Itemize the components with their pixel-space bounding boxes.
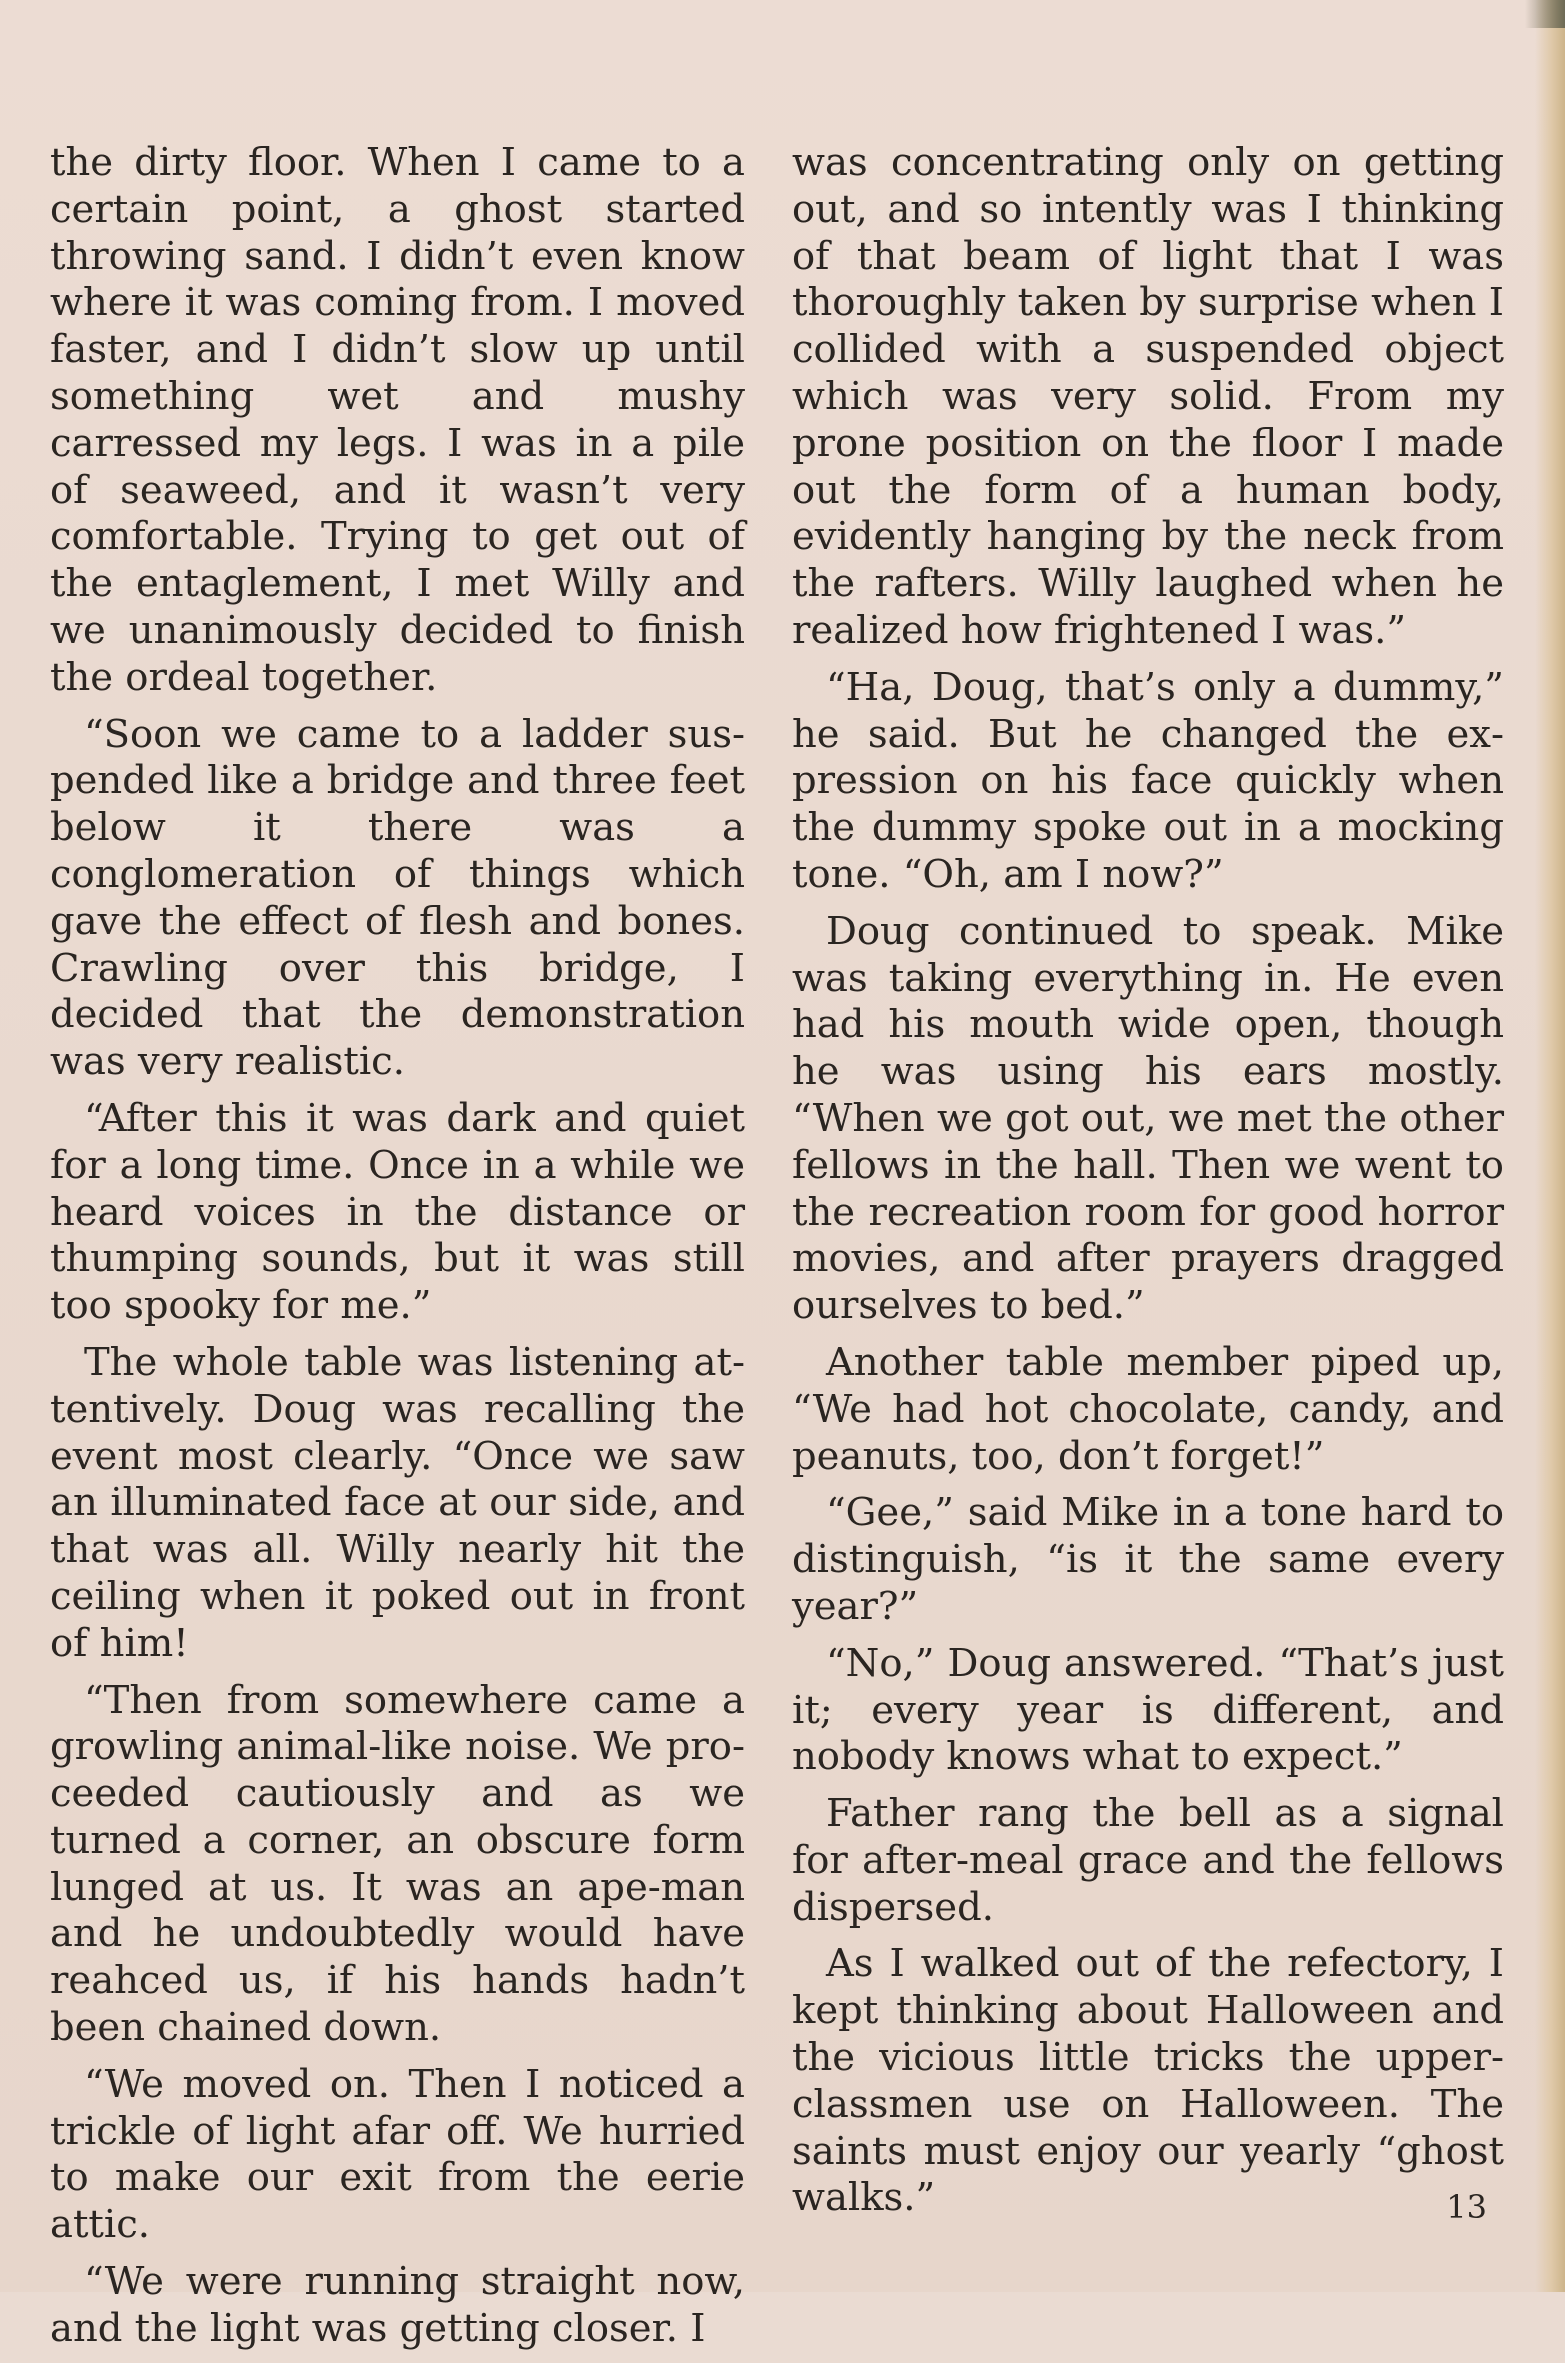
paragraph: Father rang the bell as a signal for after-meal grace and the fellows dispersed. xyxy=(792,1791,1504,1930)
paragraph: “After this it was dark and quiet for a long time. Once in a while we heard voices in the distance or thumping sounds, but it was still too spooky for me.” xyxy=(50,1095,745,1329)
paragraph: “Ha, Doug, that’s only a dummy,” he said. But he changed the expression on his face quickly when the dummy spoke out in a mocking tone. “Oh, am I now?” xyxy=(792,664,1504,897)
paragraph: “Gee,” said Mike in a tone hard to distinguish, “is it the same every year?” xyxy=(792,1490,1504,1629)
paragraph: the dirty floor. When I came to a certain point, a ghost started throwing sand. I didn’t even know where it was coming from. I moved faster, and I didn’t slow up until something wet and mushy carressed my legs. I was in a pile of seaweed, and it wasn’t very comfortable. Trying to get out of the entaglement, I met Willy and we unanimously decided to finish the ordeal together. xyxy=(50,140,745,700)
paragraph: The whole table was listening attentively. Doug was recalling the event most clearly. “Once we saw an illuminated face at our side, and that was all. Willy nearly hit the ceiling when it poked out in front of him! xyxy=(50,1339,745,1666)
paragraph: “No,” Doug answered. “That’s just it; every year is different, and nobody knows what to expect.” xyxy=(792,1640,1504,1780)
paragraph: “Soon we came to a ladder suspended like a bridge and three feet below it there was a conglomeration of things which gave the effect of flesh and bones. Crawling over this bridge, I decided that the demonstration was very realistic. xyxy=(50,711,745,1085)
paragraph: Another table member piped up, “We had hot chocolate, candy, and peanuts, too, don’t forget!” xyxy=(792,1339,1504,1479)
paragraph: “Then from somewhere came a growling animal-like noise. We proceeded cautiously and as we turned a corner, an obscure form lunged at us. It was an ape-man and he undoubtedly would have reahced us, if his hands hadn’t been chained down. xyxy=(50,1677,745,2051)
paragraph: As I walked out of the refectory, I kept thinking about Halloween and the vicious little tricks the upperclassmen use on Halloween. The saints must enjoy our yearly “ghost walks.” xyxy=(792,1941,1504,2221)
page-number: 13 xyxy=(1446,2188,1487,2226)
paragraph: “We were running straight now, and the light was getting closer. I xyxy=(50,2259,745,2351)
paragraph: Doug continued to speak. Mike was taking everything in. He even had his mouth wide open, though he was using his ears mostly. “When we got out, we met the other fellows in the hall. Then we went to the recreation room for good horror movies, and after prayers dragged ourselves to bed.” xyxy=(792,908,1504,1329)
page-edge xyxy=(1535,0,1565,2292)
paragraph: “We moved on. Then I noticed a trickle of light afar off. We hurried to make our exit from the eerie attic. xyxy=(50,2061,745,2248)
corner-mark xyxy=(1525,0,1565,28)
right-column xyxy=(792,140,1504,2232)
paragraph: was concentrating only on getting out, and so intently was I thinking of that beam of light that I was thoroughly taken by surprise when I collided with a suspended object which was very solid. From my prone position on the floor I made out the form of a human body, evidently hanging by the neck from the rafters. Willy laughed when he realized how frightened I was.” xyxy=(792,140,1504,653)
left-column xyxy=(50,140,745,2363)
